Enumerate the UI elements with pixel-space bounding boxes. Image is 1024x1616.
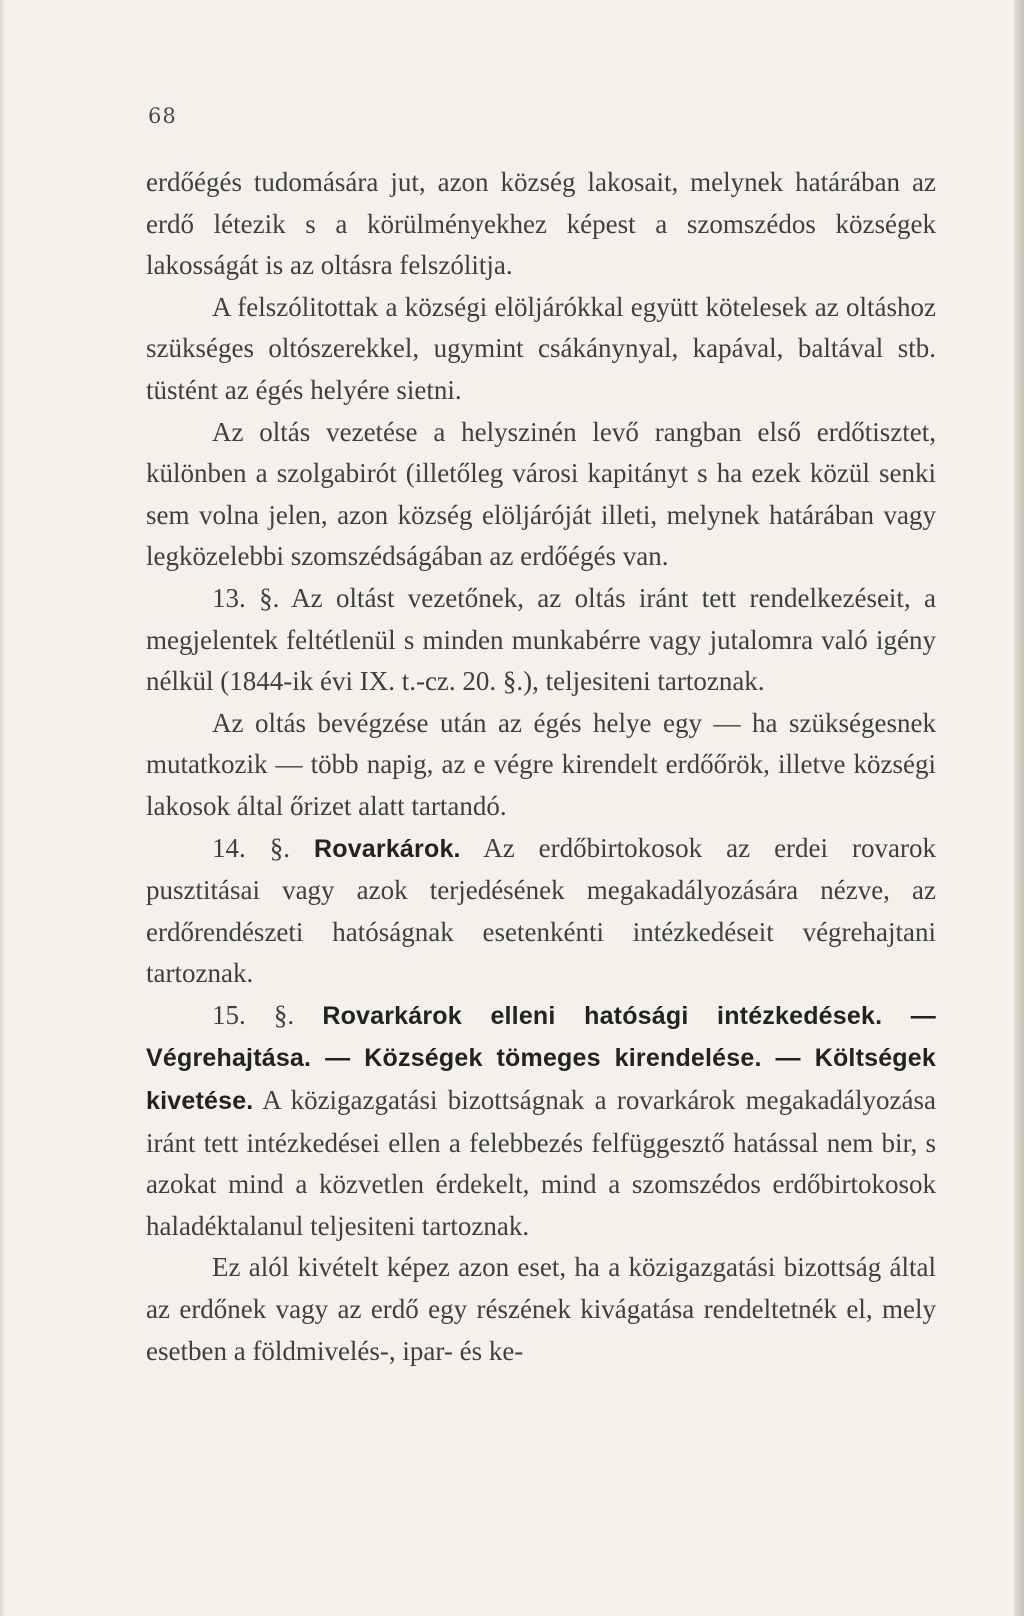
paragraph-text: Az oltás bevégzése után az égés helye egy — ha szükségesnek mutatkozik — több napig, az e végre kirendelt erdőőrök, illetve községi lakosok által őrizet alatt tartandó. (146, 707, 936, 821)
section-number: 15. §. (212, 999, 323, 1030)
paragraph-text: erdőégés tudomására jut, azon község lakosait, melynek határában az erdő létezik s a körülményekhez képest a szomszédos községek lakosságát is az oltásra felszólitja. (146, 167, 936, 281)
paragraph-text: Az oltás vezetése a helyszinén levő rangban első erdőtisztet, különben a szolgabirót (illetőleg városi kapitányt s ha ezek közül senki sem volna jelen, azon község elöljáróját illeti, melynek határában vagy legközelebbi szomszédságában az erdőégés van. (146, 416, 936, 572)
paragraph-text: 13. §. Az oltást vezetőnek, az oltás iránt tett rendelkezéseit, a megjelentek feltétlenül s minden munkabérre vagy jutalomra való igény nélkül (1844-ik évi IX. t.-cz. 20. §.), teljesiteni tartoznak. (146, 582, 936, 697)
paragraph (146, 412, 936, 578)
paragraph-text: Ez alól kivételt képez azon eset, ha a közigazgatási bizottság által az erdőnek vagy az erdő egy részének kivágatása rendeltetnék el, mely esetben a földmivelés-, ipar- és ke- (146, 1252, 936, 1366)
page-left-edge (0, 0, 6, 1616)
paragraph (146, 287, 936, 412)
section-heading: Rovarkárok. (313, 834, 461, 863)
paragraph-text: A közigazgatási bizottságnak a rovarkárok megakadályozása iránt tett intézkedései ellen a felebbezés felfüggesztő hatással nem bir, s azokat mind a közvetlen érdekelt, mind a szomszédos erdőbirtokosok haladéktalanul teljesiteni tartoznak. (146, 1085, 936, 1241)
paragraph-text: Az erdőbirtokosok az erdei rovarok pusztitásai vagy azok terjedésének megakadályozására nézve, az erdőrendészeti hatóságnak esetenkénti intézkedéseit végrehajtani tartoznak. (146, 832, 936, 989)
section-number: 14. §. (212, 832, 314, 863)
section-14 (146, 828, 936, 995)
page-number: 68 (148, 104, 177, 128)
body-text (146, 162, 936, 1372)
section-heading: Rovarkárok elleni hatósági intézkedések. — Végrehajtása. — Községek tömeges kirendelése. — Költségek kivetése. (146, 1001, 936, 1116)
paragraph-text: A felszólitottak a községi elöljárókkal együtt kötelesek az oltáshoz szükséges oltószerekkel, ugymint csákánynyal, kapával, baltával stb. tüstént az égés helyére sietni. (146, 291, 936, 405)
section-15 (146, 995, 936, 1248)
paragraph (146, 703, 936, 828)
section-13 (146, 578, 936, 703)
paragraph (146, 162, 936, 287)
page-right-edge (1014, 0, 1024, 1616)
paragraph (146, 1247, 936, 1372)
